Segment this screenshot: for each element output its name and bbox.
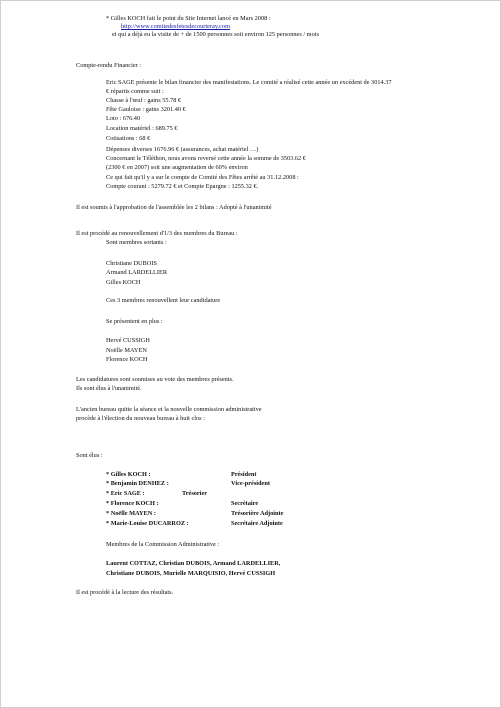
- commission-label: Membres de la Commission Administrative :: [106, 541, 220, 548]
- elected-name: * Gilles KOCH :: [106, 471, 151, 478]
- elected-name: * Marie-Louise DUCARROZ :: [106, 520, 189, 527]
- commission-members: Laurent COTTAZ, Christian DUBOIS, Armand LARDELLIER,: [106, 560, 281, 567]
- finance-line: Dépenses diverses 1676.96 € (assurances, achat matériel …): [106, 146, 259, 153]
- elected-name: * Benjamin DENHEZ :: [106, 480, 169, 487]
- finance-line: Cotisations : 68 €: [106, 135, 151, 142]
- elected-role: Secrétaire: [231, 500, 259, 507]
- closed-line: procède à l'élection du nouveau bureau à huit clos :: [76, 415, 205, 422]
- outgoing-member: Gilles KOCH: [106, 279, 141, 286]
- finance-line: Loto : 676.40: [106, 115, 141, 122]
- also-member: Florence KOCH: [106, 356, 148, 363]
- renewal-line: Il est procédé au renouvellement d'1/3 des membres du Bureau :: [76, 230, 238, 237]
- finance-line: Chasse à l'œuf : gains 55.78 €: [106, 97, 182, 104]
- renew-note: Ces 3 membres renouvellent leur candidature: [106, 297, 221, 304]
- vote-line: Ils sont élus à l'unanimité.: [76, 385, 142, 392]
- vote-line: Les candidatures sont soumises au vote des membres présents.: [76, 376, 234, 383]
- elected-role: Trésorière Adjointe: [231, 510, 284, 517]
- closed-line: L'ancien bureau quitte la séance et la nouvelle commission administrative: [76, 406, 262, 413]
- finance-line: (2300 € en 2007) soit une augmentation de 60% environ: [106, 164, 248, 171]
- outgoing-member: Armand LARDELLIER: [106, 269, 168, 276]
- outgoing-label: Sont membres sortants :: [106, 239, 167, 246]
- elected-role: Trésorier: [182, 490, 208, 497]
- elected-role: Secrétaire Adjointe: [231, 520, 283, 527]
- finance-line: € répartis comme suit :: [106, 88, 164, 95]
- elected-name: * Eric SAGE :: [106, 490, 145, 497]
- website-link[interactable]: http://www.comitedesfetesdecourteray.com: [121, 23, 230, 30]
- also-label: Se présentent en plus :: [106, 318, 163, 325]
- elected-role: Président: [231, 471, 257, 478]
- elected-name: * Noëlle MAYEN :: [106, 510, 156, 517]
- outgoing-member: Christiane DUBOIS: [106, 260, 157, 267]
- elected-name: * Florence KOCH :: [106, 500, 159, 507]
- commission-members: Christiane DUBOIS, Murielle MARQUISIO, Hervé CUSSIGH: [106, 570, 276, 577]
- website-note: * Gilles KOCH fait le point du Site Internet lancé en Mars 2008 :: [106, 15, 271, 22]
- finance-line: Location matériel : 689.75 €: [106, 125, 178, 132]
- website-visits: et qui a déjà eu la visite de + de 1500 personnes soit environ 125 personnes / mois: [112, 31, 319, 38]
- finance-line: Concernant le Téléthon, nous avons reversé cette année la somme de 3503.62 €: [106, 155, 306, 162]
- finance-heading: Compte-rendu Financier :: [76, 62, 142, 69]
- also-member: Noëlle MAYEN: [106, 347, 147, 354]
- finance-line: Ce qui fait qu'il y a sur le compte de Comité des Fêtes arrêté au 31.12.2008 :: [106, 174, 299, 181]
- also-member: Hervé CUSSIGH: [106, 337, 150, 344]
- finance-line: Fête Gauloise : gains 3201.40 €: [106, 106, 186, 113]
- elected-heading: Sont élus :: [76, 452, 103, 459]
- elected-role: Vice-président: [231, 480, 270, 487]
- closing-line: Il est procédé à la lecture des résultats.: [76, 589, 174, 596]
- finance-line: Compte courant : 5279.72 € et Compte Epargne : 1255.32 €.: [106, 183, 259, 190]
- approval-line: Il est soumis à l'approbation de l'assemblée les 2 bilans : Adopté à l'unanimité: [76, 204, 272, 211]
- finance-line: Eric SAGE présente le bilan financier des manifestations. Le comité a réalisé cette année un excédent de 3014.37: [106, 79, 392, 86]
